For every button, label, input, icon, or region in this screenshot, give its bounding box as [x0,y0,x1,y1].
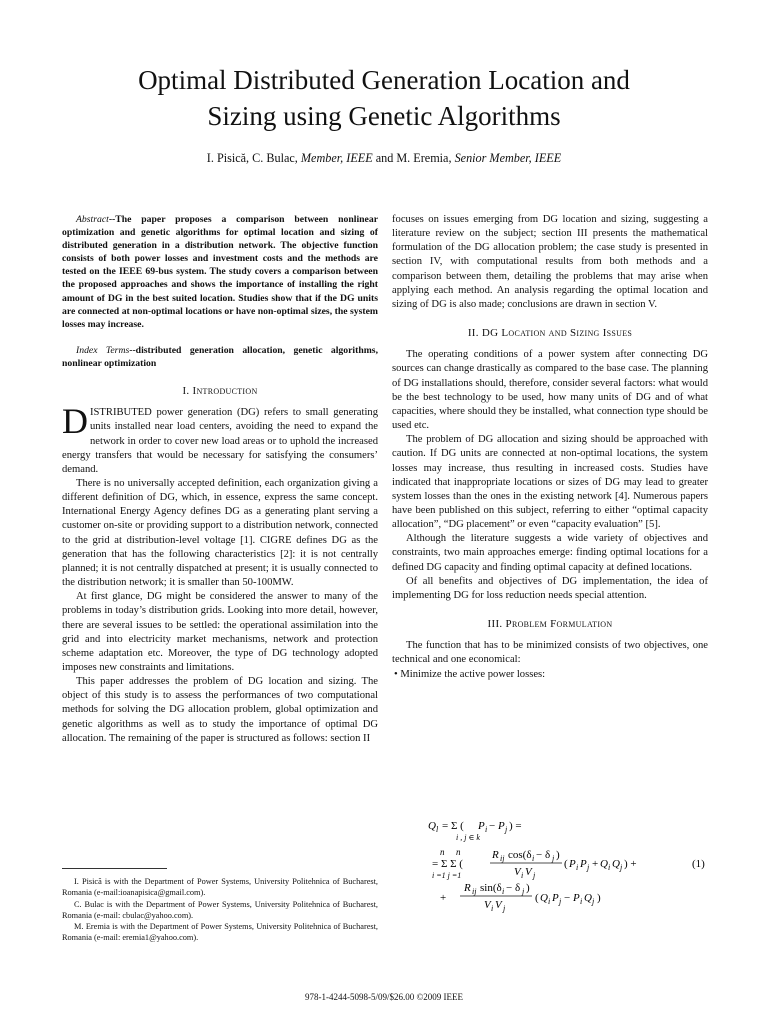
svg-text:): ) [597,892,601,904]
svg-text:Q: Q [540,892,548,904]
svg-text:j: j [505,825,508,834]
index-terms-text: --distributed generation allocation, genetic algorithms, nonlinear optimization [62,344,378,369]
svg-text:P: P [569,858,576,870]
left-column [62,213,378,746]
svg-text:j: j [533,871,536,880]
author-member-title: Member, IEEE [300,151,373,165]
equation-number: (1) [692,858,705,870]
dg-paragraph-1: The operating conditions of a power system after connecting DG sources can change drastically as compared to the base case. The planning of DG installations should, therefore, consider several factors: what would be the best technology to be used, how many units of DG and of what capacities, where should they be installed, what connection type should be used etc. [392,349,708,432]
svg-text:i: i [532,854,535,863]
svg-text:P: P [552,892,559,904]
bullet-minimize-losses [392,668,708,682]
svg-text:ij: ij [472,887,477,896]
svg-text:i: i [580,897,583,906]
svg-text:i , j ∈ k: i , j ∈ k [456,833,480,842]
svg-text:R: R [464,882,471,894]
svg-text:Q: Q [584,892,592,904]
abstract [62,213,378,331]
title-line-2: Sizing using Genetic Algorithms [207,101,561,131]
author-names-2: and M. Eremia, [372,151,455,165]
footnote-1: I. Pisică is with the Department of Power Systems, University Politehnica of Bucharest, Romania (e-mail:ioanapisica@gmail.com). [62,877,378,898]
svg-text:(: ( [564,858,568,870]
svg-text:j: j [587,863,590,872]
svg-text:i: i [521,871,524,880]
svg-text:P: P [573,892,580,904]
footnote-rule [62,868,167,869]
svg-text:− δ: − δ [536,849,551,861]
dg-paragraph-4: Of all benefits and objectives of DG implementation, the idea of implementing DG for loss reduction needs special attention. [392,575,708,601]
svg-text:) =: ) = [509,820,522,832]
author-line [60,151,708,166]
svg-text:R: R [492,849,499,861]
page-footer-copyright: 978-1-4244-5098-5/09/$26.00 ©2009 IEEE [304,992,464,1002]
section-heading-introduction: I. Introduction [182,385,258,398]
author-senior-title: Senior Member, IEEE [454,151,562,165]
dg-paragraph-2: The problem of DG allocation and sizing should be approached with caution. If DG units are connected at non-optimal locations, the system losses may increase, thus resulting in increased costs. Studies have indicated that inappropriate locations or sizes of DG may lead to greater system losses than the ones in the existing network [4]. Numerous papers have been published on this subject, referring to either “optimal capacity allocation”, “DG placement” or even “capacity evaluation” [5]. [392,434,708,531]
bullet-text: Minimize the active power losses: [400,668,546,680]
svg-text:i: i [491,904,494,913]
intro-paragraph-1: DISTRIBUTED power generation (DG) refers to small generating units installed near load centers, avoiding the need to expand the network in order to cover new load areas or to uphold the increased energy transfers that would be necessary for satisfying the consumers’ demand. [62,401,378,475]
svg-text:j: j [559,897,562,906]
svg-text:l: l [436,825,439,834]
index-terms [62,344,378,370]
abstract-label: Abstract [76,214,109,225]
svg-text:−: − [489,820,496,832]
right-column [392,213,708,682]
svg-text:j: j [503,904,506,913]
svg-text:sin(δ: sin(δ [480,882,502,894]
svg-text:V: V [495,899,502,911]
svg-text:): ) [526,882,530,894]
svg-text:i: i [608,863,611,872]
svg-text:j: j [592,897,595,906]
svg-text:− δ: − δ [506,882,521,894]
equation-1 [392,815,708,925]
title-line-1: Optimal Distributed Generation Location and [138,65,630,95]
svg-text:) +: ) + [624,858,637,870]
svg-text:= Σ Σ (: = Σ Σ ( [432,858,463,870]
svg-text:V: V [525,866,532,878]
svg-text:n: n [440,847,445,857]
svg-text:+: + [440,892,447,904]
svg-text:+: + [592,858,599,870]
svg-text:cos(δ: cos(δ [508,849,532,861]
svg-text:n: n [456,847,461,857]
svg-text:P: P [498,820,505,832]
author-names-1: I. Pisică, C. Bulac, [206,151,301,165]
equation-graphic [392,815,708,925]
intro-paragraph-3: At first glance, DG might be considered the answer to many of the problems in today’s distribution grids. Looking into more detail, however, there are several issues to be settled: the operational assimilation into the grid and into electricity market mechanisms, network and protection scheme adaptation etc. Moreover, the type of DG technology adopted imposes new constraints and limitations. [62,591,378,673]
paper-title [60,62,708,134]
section-heading-problem-formulation: III. Problem Formulation [487,618,613,631]
bullet-icon: • [394,668,401,680]
footnote-2: C. Bulac is with the Department of Power Systems, University Politehnica of Bucharest, Romania (e-mail: cbulac@yahoo.com). [62,899,378,920]
svg-text:): ) [556,849,560,861]
svg-text:Q: Q [612,858,620,870]
svg-text:j: j [552,854,555,863]
svg-text:(: ( [535,892,539,904]
svg-text:i: i [502,887,505,896]
svg-text:V: V [484,899,491,911]
svg-text:Q: Q [428,820,436,832]
abstract-text: --The paper proposes a comparison between nonlinear optimization and genetic algorithms for optimal location and sizing of distributed generation in a distribution network. The objective function consists of both power losses and investment costs and the methods are tested on the IEEE 69-bus system. The study covers a comparison between the proposed approaches and shows the importance of installing the right amount of DG in the best suited location. Studies show that if the DG units are connected at non-optimal locations or have non-optimal sizes, the system losses may increase. [62,214,378,330]
intro-paragraph-4: This paper addresses the problem of DG location and sizing. The object of this study is to assess the performances of two computational methods for solving the DG allocation problem, global optimization and genetic algorithms as well as to study the importance of optimal DG allocation. The remaining of the paper is structured as follows: section II [62,676,378,744]
svg-text:Q: Q [600,858,608,870]
svg-text:P: P [580,858,587,870]
intro-paragraph-2: There is no universally accepted definition, each organization giving a different definition of DG, which, in essence, express the same concept. International Energy Agency defines DG as a generating plant serving a customer on-site or providing support to a distribution network, connected to the grid at distribution-level voltage [1]. CIGRE defines DG as the generation that has the following characteristics [2]: it is not centrally planned; it is not centrally dispatched at present; it is usually connected to the distribution network; it is smaller than 50-100MW. [62,477,378,589]
svg-text:P: P [478,820,485,832]
svg-text:−: − [564,892,571,904]
section-heading-dg-issues: II. DG Location and Sizing Issues [467,327,633,340]
svg-text:ij: ij [500,854,505,863]
svg-text:= Σ (: = Σ ( [442,820,464,832]
formulation-paragraph: The function that has to be minimized consists of two objectives, one technical and one economical: [392,640,708,666]
svg-text:j: j [620,863,623,872]
footnotes [62,876,378,944]
svg-text:i: i [485,825,488,834]
svg-text:j: j [522,887,525,896]
index-terms-label: Index Terms [76,344,130,356]
svg-text:i: i [548,897,551,906]
footnote-3: M. Eremia is with the Department of Power Systems, University Politehnica of Bucharest, Romania (e-mail: eremia1@yahoo.com). [62,922,378,943]
svg-text:V: V [514,866,521,878]
svg-text:i: i [576,863,579,872]
svg-text:i =1 j =1: i =1 j =1 [432,871,462,880]
right-paragraph-continued: focuses on issues emerging from DG location and sizing, suggesting a literature review on the subject; section III presents the mathematical formulation of the DG allocation problem; the case study is presented in section IV, with computational results from both methods and a comparison between them, detailing the problems that may arise when applying each method. An analysis regarding the optimal location and sizing of DG is also made; conclusions are drawn in section V. [392,214,708,310]
dg-paragraph-3: Although the literature suggests a wide variety of objectives and constraints, two main approaches emerge: finding optimal locations for a defined DG capacity and finding optimal capacity at defined locations. [392,533,708,573]
